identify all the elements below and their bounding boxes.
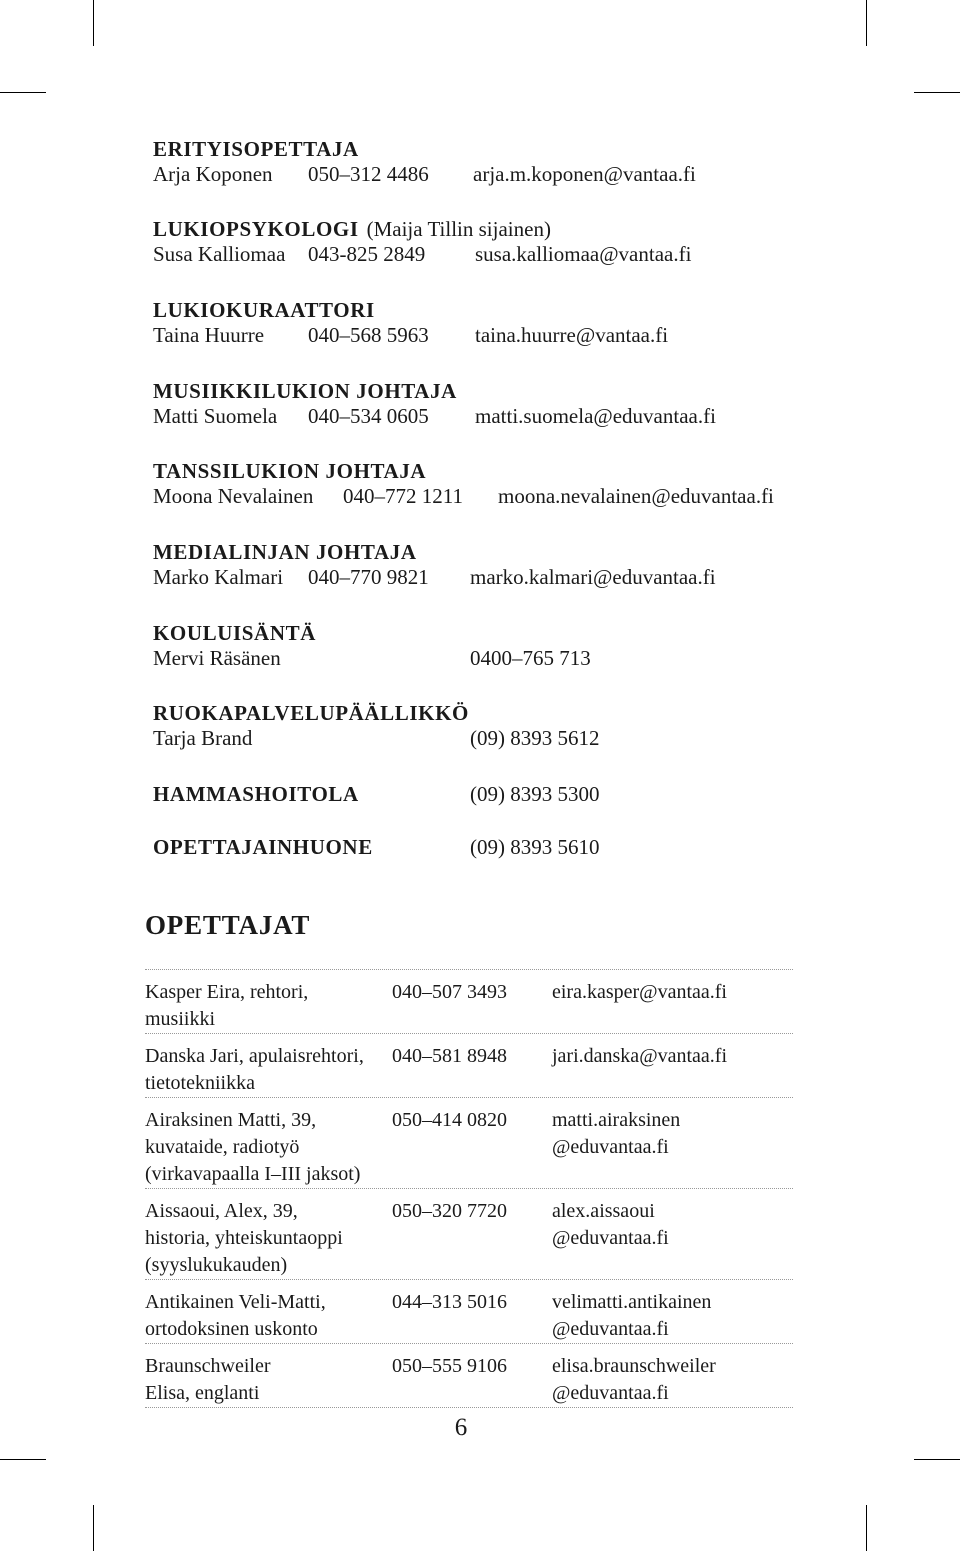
teacher-name: historia, yhteiskuntaoppi xyxy=(145,1227,343,1249)
crop-mark xyxy=(914,1459,960,1460)
contact-phone: 040–568 5963 xyxy=(308,323,429,347)
contact-title: MEDIALINJAN JOHTAJA xyxy=(153,540,417,564)
teacher-phone: 040–507 3493 xyxy=(392,981,507,1003)
table-row xyxy=(145,1097,793,1188)
contact-phone: 0400–765 713 xyxy=(470,646,591,670)
contact-phone: 040–534 0605 xyxy=(308,404,429,428)
contact-title: HAMMASHOITOLA xyxy=(153,782,359,806)
teacher-name: (syyslukukauden) xyxy=(145,1254,288,1276)
teacher-email[interactable]: @eduvantaa.fi xyxy=(552,1227,669,1249)
teacher-email[interactable]: velimatti.antikainen xyxy=(552,1291,712,1313)
teacher-email[interactable]: alex.aissaoui xyxy=(552,1200,655,1222)
table-row xyxy=(145,1033,793,1097)
contact-title: RUOKAPALVELUPÄÄLLIKKÖ xyxy=(153,701,469,725)
contact-entry xyxy=(153,378,716,432)
teacher-name: tietotekniikka xyxy=(145,1072,255,1094)
contact-phone: 043-825 2849 xyxy=(308,242,426,266)
contact-name: Taina Huurre xyxy=(153,323,265,347)
contact-title: LUKIOPSYKOLOGI xyxy=(153,217,359,241)
contact-name: Tarja Brand xyxy=(153,726,253,750)
contact-name: Susa Kalliomaa xyxy=(153,242,286,266)
contact-email[interactable]: arja.m.koponen@vantaa.fi xyxy=(473,162,696,186)
contact-entry xyxy=(153,700,600,754)
table-row xyxy=(145,1343,793,1408)
crop-mark xyxy=(0,92,46,93)
contact-note: (Maija Tillin sijainen) xyxy=(366,217,551,241)
contact-email[interactable]: taina.huurre@vantaa.fi xyxy=(475,323,669,347)
teacher-phone: 050–555 9106 xyxy=(392,1355,507,1377)
table-row xyxy=(145,969,793,1033)
contact-title: ERITYISOPETTAJA xyxy=(153,137,359,161)
teacher-email[interactable]: @eduvantaa.fi xyxy=(552,1136,669,1158)
contact-email[interactable]: marko.kalmari@eduvantaa.fi xyxy=(470,565,716,589)
contact-phone: 040–770 9821 xyxy=(308,565,429,589)
table-row xyxy=(145,1279,793,1343)
contact-title: KOULUISÄNTÄ xyxy=(153,621,316,645)
contact-entry xyxy=(153,458,774,512)
crop-mark xyxy=(914,92,960,93)
teacher-email[interactable]: elisa.braunschweiler xyxy=(552,1355,716,1377)
teacher-name: Kasper Eira, rehtori, xyxy=(145,981,309,1003)
contact-entry xyxy=(153,136,696,190)
crop-mark xyxy=(0,1459,46,1460)
contact-email[interactable]: susa.kalliomaa@vantaa.fi xyxy=(475,242,692,266)
teacher-name: ortodoksinen uskonto xyxy=(145,1318,318,1340)
contact-name: Matti Suomela xyxy=(153,404,278,428)
contact-name: Marko Kalmari xyxy=(153,565,284,589)
crop-mark xyxy=(866,1505,867,1551)
page-number: 6 xyxy=(454,1414,468,1441)
teacher-email[interactable]: @eduvantaa.fi xyxy=(552,1318,669,1340)
teacher-phone: 044–313 5016 xyxy=(392,1291,507,1313)
contact-title: TANSSILUKION JOHTAJA xyxy=(153,459,427,483)
teacher-email[interactable]: eira.kasper@vantaa.fi xyxy=(552,981,727,1003)
contact-entry xyxy=(153,216,692,270)
teacher-name: Airaksinen Matti, 39, xyxy=(145,1109,317,1131)
teacher-email[interactable]: @eduvantaa.fi xyxy=(552,1382,669,1404)
table-row xyxy=(145,1188,793,1279)
contact-name: Moona Nevalainen xyxy=(153,484,314,508)
teacher-email[interactable]: matti.airaksinen xyxy=(552,1109,681,1131)
contact-email[interactable]: matti.suomela@eduvantaa.fi xyxy=(475,404,716,428)
crop-mark xyxy=(93,1505,94,1551)
teacher-name: Danska Jari, apulaisrehtori, xyxy=(145,1045,364,1067)
contact-entry xyxy=(153,297,669,351)
contact-phone: (09) 8393 5300 xyxy=(470,782,600,806)
teacher-name: Elisa, englanti xyxy=(145,1382,260,1404)
contact-entry xyxy=(153,620,591,674)
contact-phone: (09) 8393 5612 xyxy=(470,726,600,750)
teacher-name: musiikki xyxy=(145,1008,216,1030)
crop-mark xyxy=(93,0,94,46)
teacher-name: Braunschweiler xyxy=(145,1355,271,1377)
teacher-name: Aissaoui, Alex, 39, xyxy=(145,1200,298,1222)
contact-name: Mervi Räsänen xyxy=(153,646,281,670)
teacher-phone: 050–414 0820 xyxy=(392,1109,507,1131)
contact-email[interactable]: moona.nevalainen@eduvantaa.fi xyxy=(498,484,774,508)
teacher-phone: 040–581 8948 xyxy=(392,1045,507,1067)
teachers-table xyxy=(145,969,793,1408)
contact-phone: (09) 8393 5610 xyxy=(470,835,600,859)
contact-entry xyxy=(153,539,716,593)
contact-name: Arja Koponen xyxy=(153,162,273,186)
contact-phone: 050–312 4486 xyxy=(308,162,429,186)
teacher-phone: 050–320 7720 xyxy=(392,1200,507,1222)
contact-title: MUSIIKKILUKION JOHTAJA xyxy=(153,379,457,403)
contact-phone: 040–772 1211 xyxy=(343,484,463,508)
teacher-name: Antikainen Veli-Matti, xyxy=(145,1291,326,1313)
teacher-name: (virkavapaalla I–III jaksot) xyxy=(145,1163,361,1185)
contact-title: LUKIOKURAATTORI xyxy=(153,298,375,322)
teacher-name: kuvataide, radiotyö xyxy=(145,1136,300,1158)
crop-mark xyxy=(866,0,867,46)
teacher-email[interactable]: jari.danska@vantaa.fi xyxy=(552,1045,728,1067)
section-title: OPETTAJAT xyxy=(145,910,311,940)
contact-title: OPETTAJAINHUONE xyxy=(153,835,373,859)
